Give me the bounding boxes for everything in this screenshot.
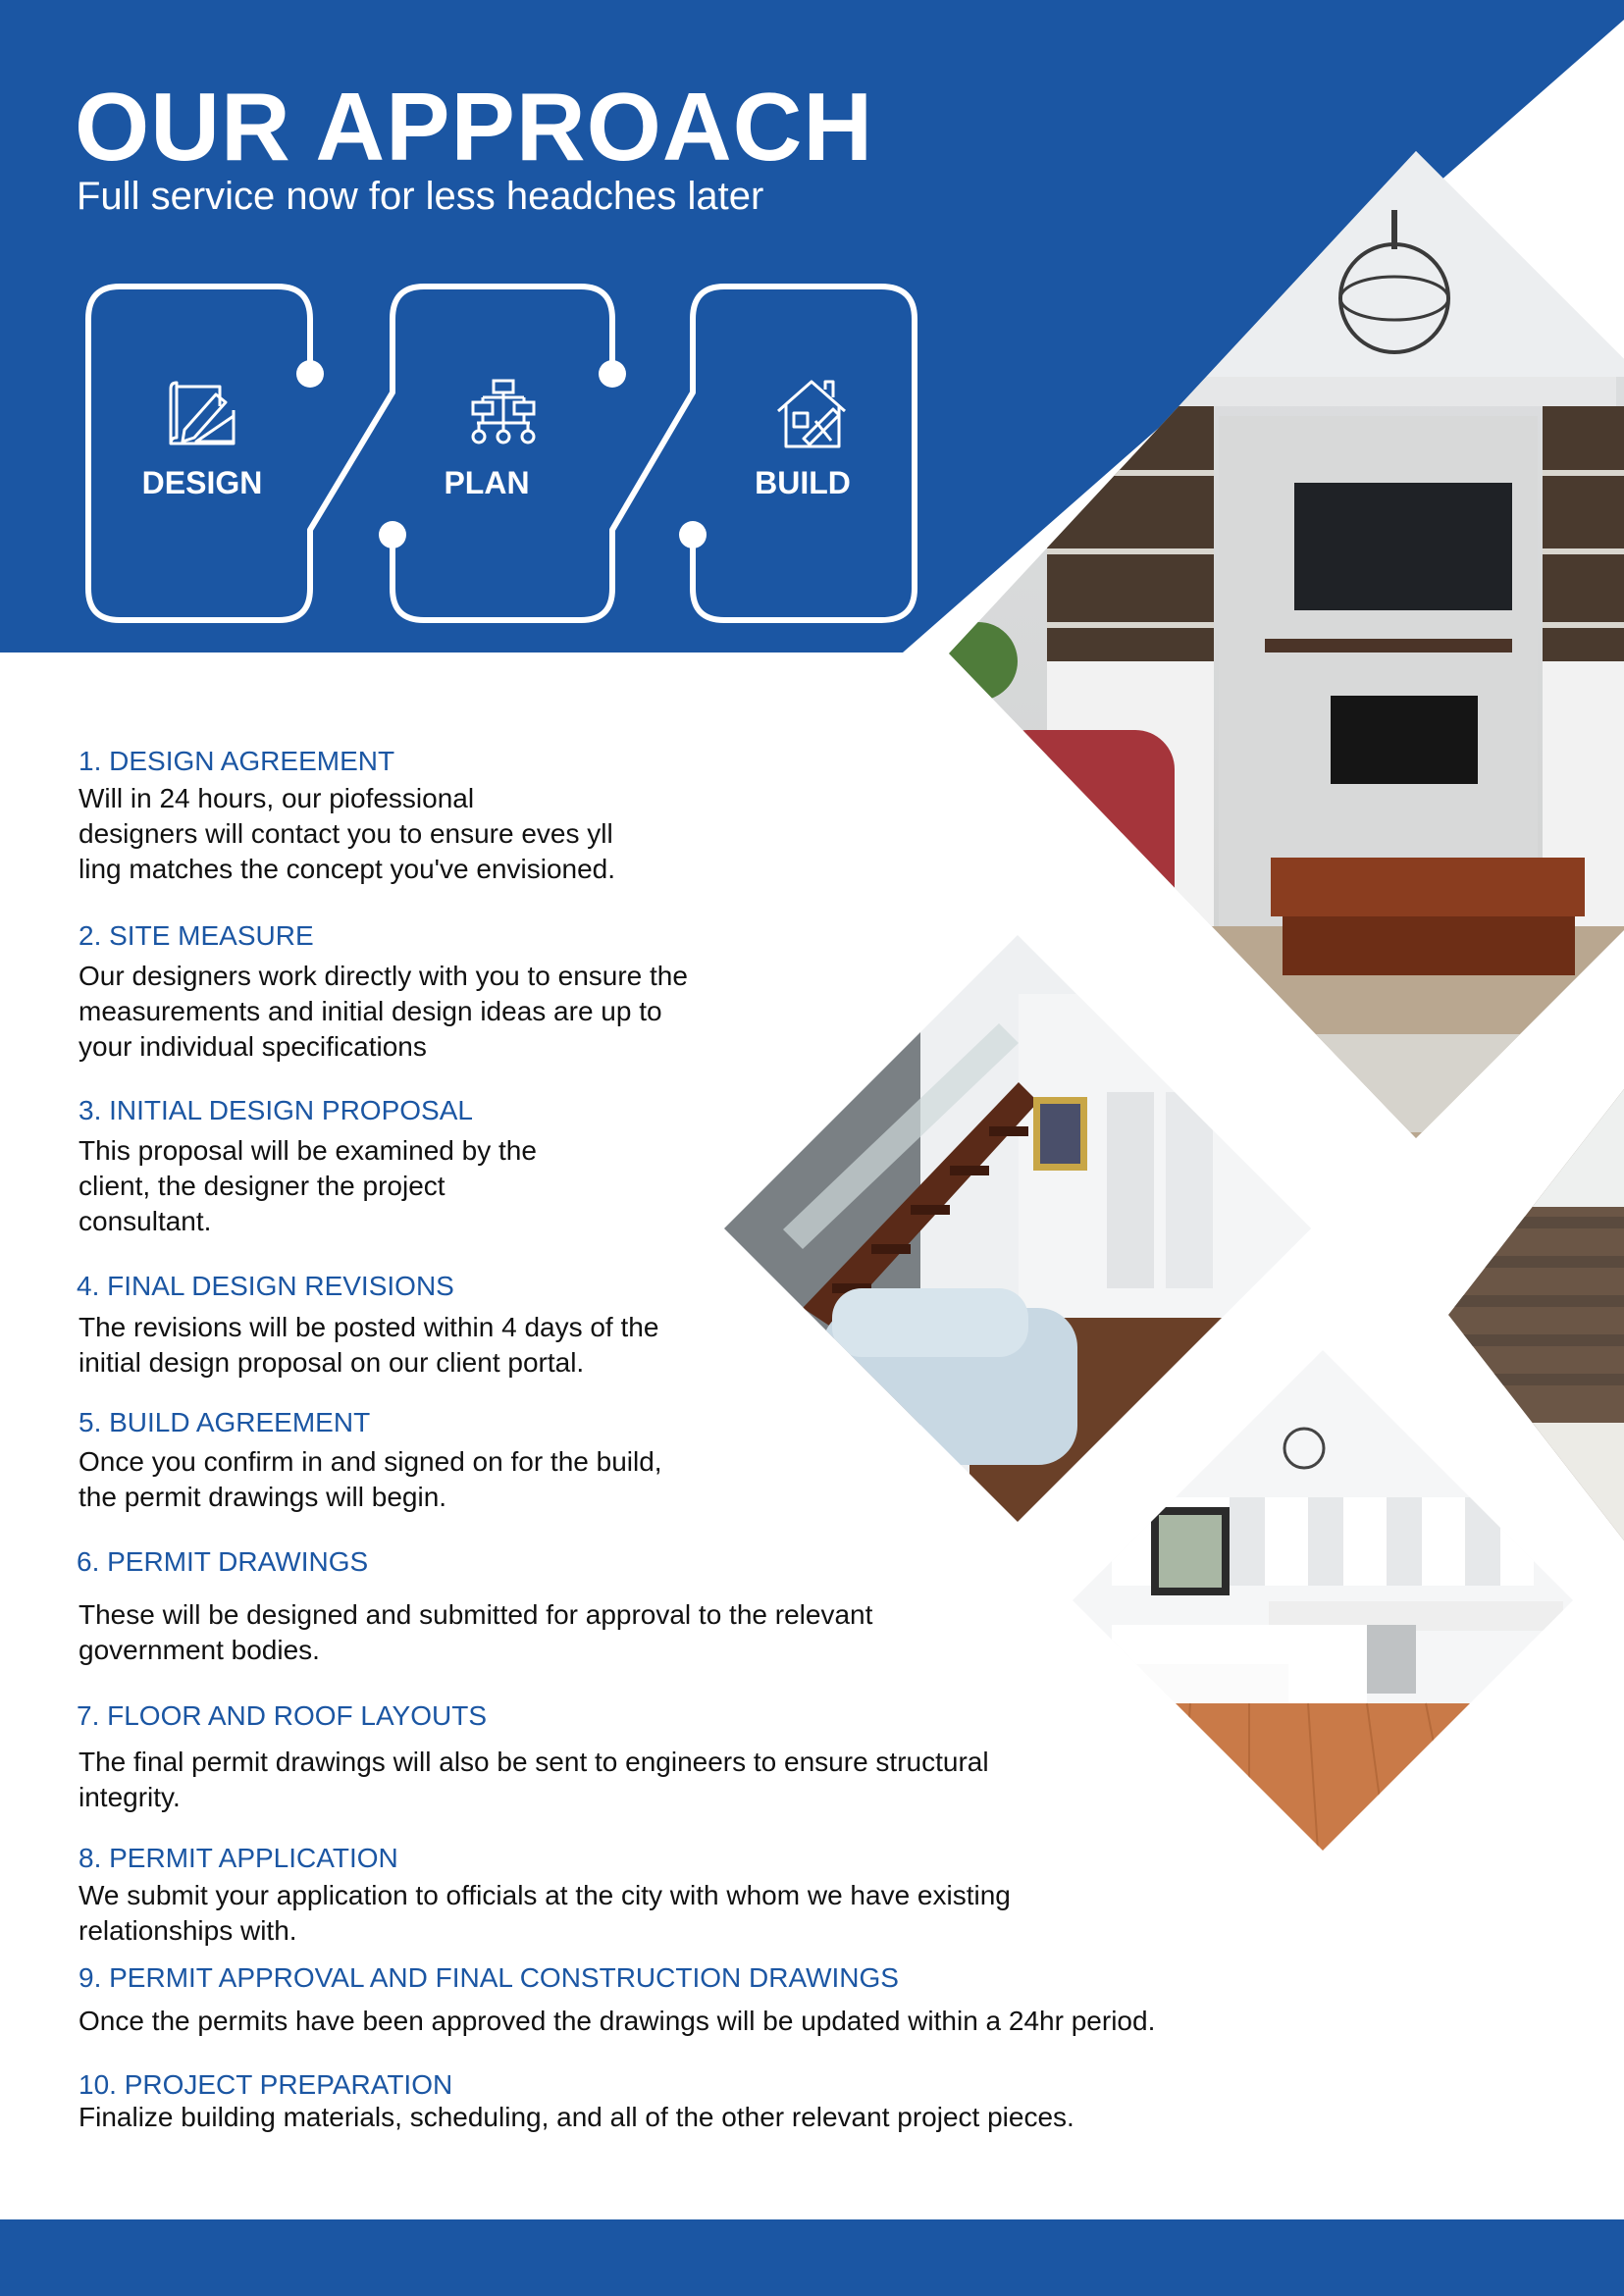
step-body: This proposal will be examined by the client, the designer the project consultant. [79, 1135, 537, 1236]
step-body: The final permit drawings will also be sent to engineers to ensure structural integrity. [79, 1747, 989, 1812]
process-label-build: BUILD [755, 465, 851, 500]
step-title: 6. PERMIT DRAWINGS [77, 1546, 369, 1577]
flowchart-icon [469, 378, 538, 446]
step-title: 1. DESIGN AGREEMENT [79, 746, 395, 776]
step-body: Once you confirm in and signed on for the build, the permit drawings will begin. [79, 1446, 662, 1512]
kitchen-cabinets-photo [1448, 1089, 1624, 1540]
step-body: Once the permits have been approved the drawings will be updated within a 24hr period. [79, 2006, 1156, 2036]
step-body: We submit your application to officials at the city with whom we have existing relationships with. [79, 1880, 1011, 1946]
process-label-plan: PLAN [444, 465, 530, 500]
step-body: Will in 24 hours, our piofessional designers will contact you to ensure eves yll ling matches the concept you've envisioned. [79, 783, 616, 884]
step-title: 8. PERMIT APPLICATION [79, 1843, 398, 1873]
step-title: 9. PERMIT APPROVAL AND FINAL CONSTRUCTION DRAWINGS [79, 1962, 899, 1993]
footer-band [0, 2219, 1624, 2296]
step-body: The revisions will be posted within 4 days of the initial design proposal on our client portal. [79, 1312, 659, 1378]
step-title: 10. PROJECT PREPARATION [79, 2069, 453, 2100]
process-label-design: DESIGN [141, 465, 263, 500]
step-body: Finalize building materials, scheduling, and all of the other relevant project pieces. [79, 2102, 1074, 2132]
page-subtitle: Full service now for less headches later [77, 175, 764, 218]
step-title: 4. FINAL DESIGN REVISIONS [77, 1271, 454, 1301]
step-title: 7. FLOOR AND ROOF LAYOUTS [77, 1700, 488, 1731]
house-tools-icon [774, 378, 849, 450]
step-body: Our designers work directly with you to ensure the measurements and initial design ideas are up to your individual specifications [79, 961, 688, 1062]
step-title: 2. SITE MEASURE [79, 920, 314, 951]
step-title: 3. INITIAL DESIGN PROPOSAL [79, 1095, 473, 1125]
step-body: These will be designed and submitted for approval to the relevant government bodies. [79, 1599, 873, 1665]
step-title: 5. BUILD AGREEMENT [79, 1407, 371, 1437]
design-drafting-icon [165, 381, 239, 449]
page-title: OUR APPROACH [75, 73, 874, 181]
